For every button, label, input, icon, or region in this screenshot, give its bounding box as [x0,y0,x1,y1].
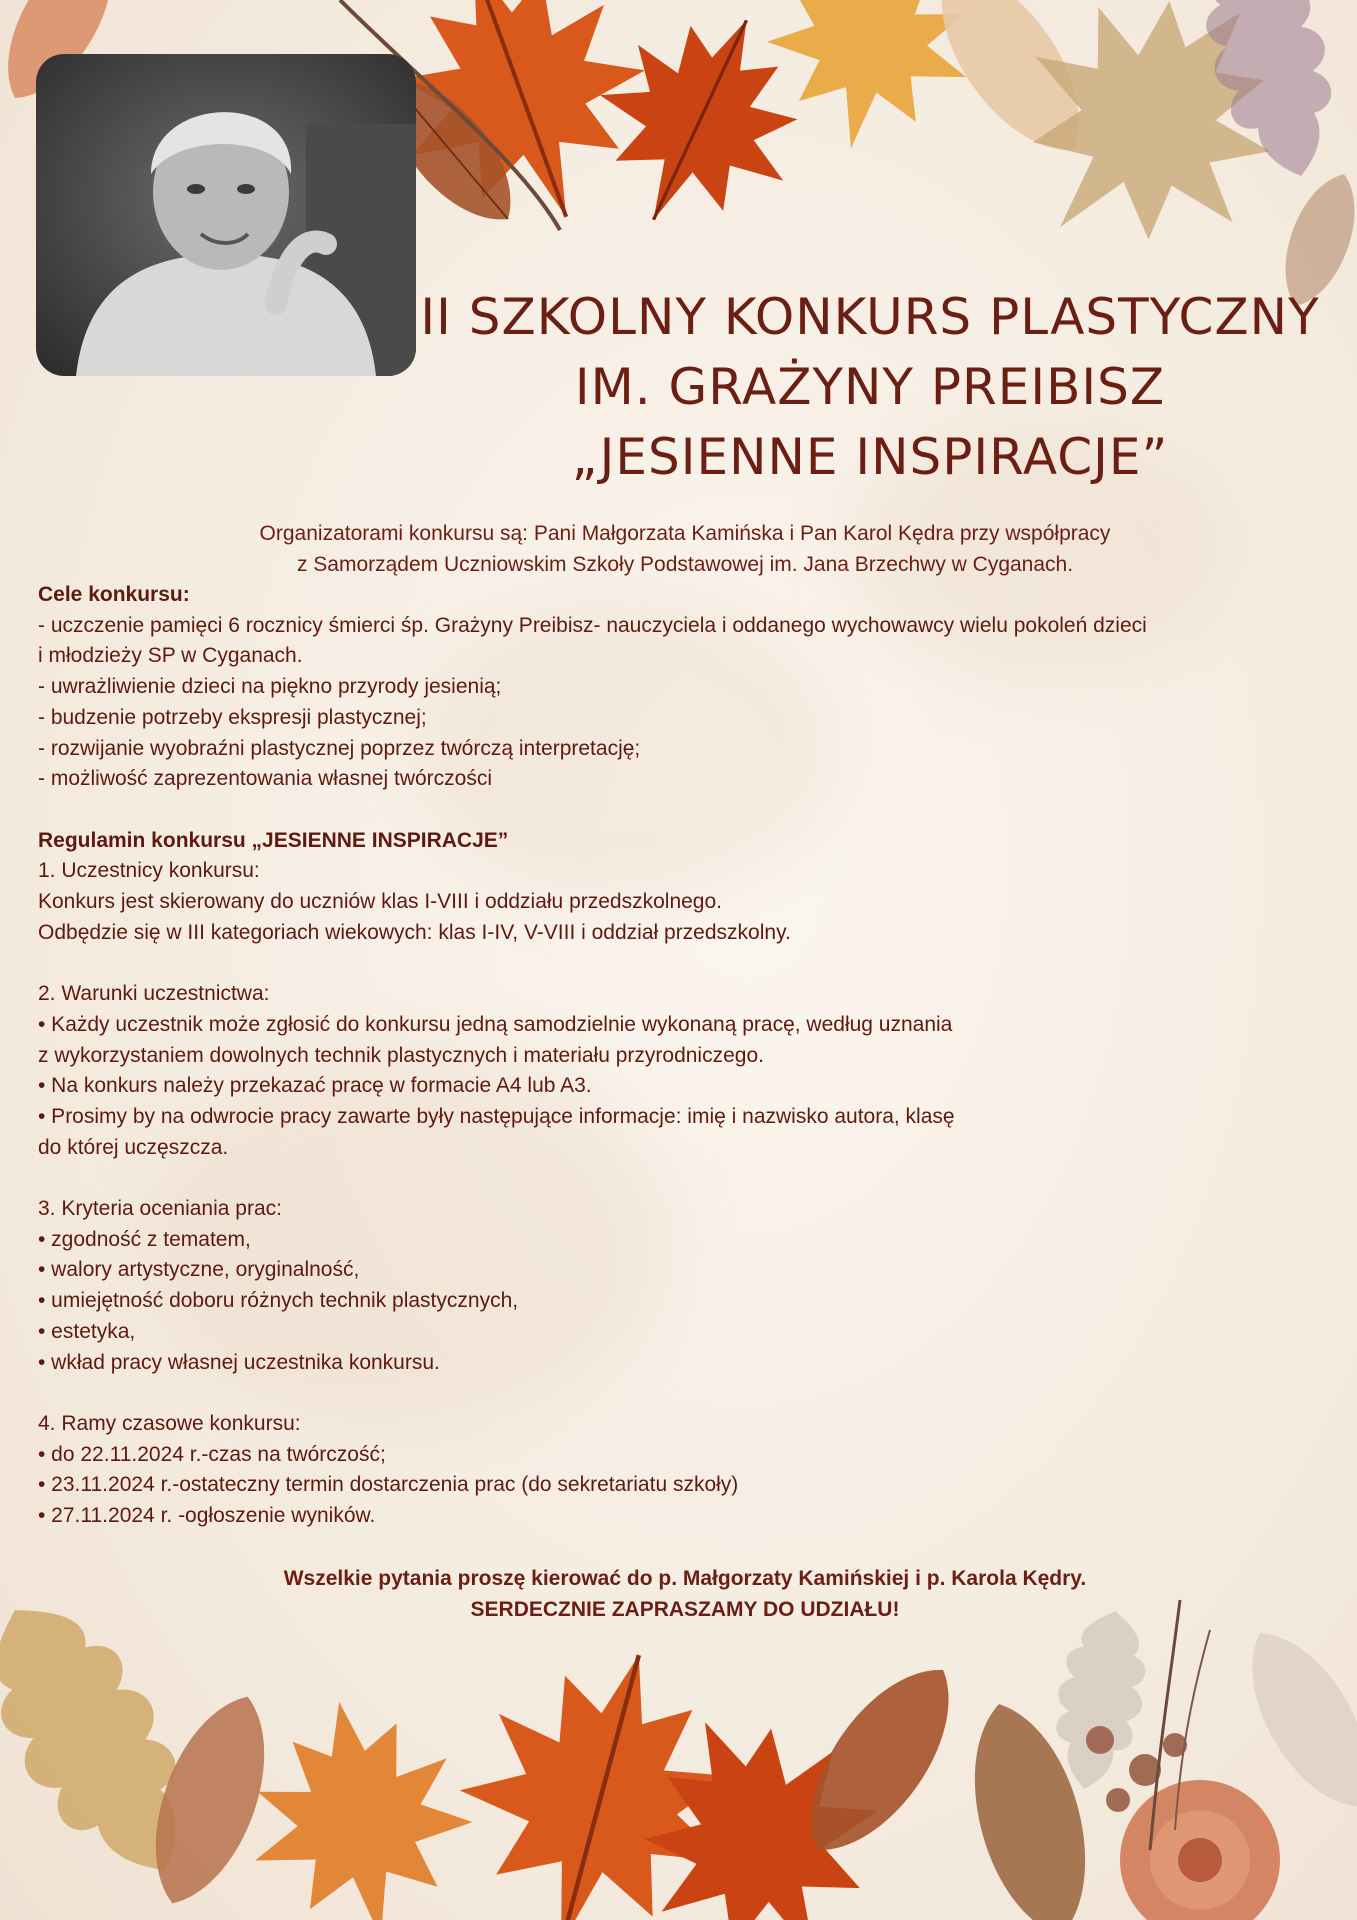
rules-item: 2. Warunki uczestnictwa: [38,982,270,1006]
goals-heading: Cele konkursu: [38,583,190,606]
leaf-icon [230,1683,489,1920]
contact-line: Wszelkie pytania proszę kierować do p. Małgorzaty Kamińskiej i p. Karola Kędry. [283,1567,1087,1590]
rules-item: • zgodność z tematem, [38,1227,251,1251]
goal-item: - uwrażliwienie dzieci na piękno przyrody jesienią; [38,675,502,699]
goal-item: - możliwość zaprezentowania własnej twórczości [38,767,493,791]
rules-item: • umiejętność doboru różnych technik plastycznych, [38,1289,519,1313]
rules-item: 1. Uczestnicy konkursu: [38,859,260,883]
rules-item: • walory artystyczne, oryginalność, [38,1258,360,1282]
rules-item: • estetyka, [38,1319,136,1343]
rules-item: z wykorzystaniem dowolnych technik plastycznych i materiału przyrodniczego. [38,1043,764,1067]
rules-item: • wkład pracy własnej uczestnika konkursu. [38,1350,440,1374]
contest-details [38,580,1318,1532]
spacer [38,1378,1318,1409]
goal-item: - rozwijanie wyobraźni plastycznej poprzez twórczą interpretację; [38,736,641,760]
page-title [400,282,1340,492]
title-line: „JESIENNE INSPIRACJE” [571,428,1169,486]
rules-item: • Każdy uczestnik może zgłosić do konkursu jedną samodzielnie wykonaną pracę, według uznania [38,1012,953,1036]
invitation-line: SERDECZNIE ZAPRASZAMY DO UDZIAŁU! [470,1598,900,1621]
rules-item: • Na konkurs należy przekazać pracę w formacie A4 lub A3. [38,1074,592,1098]
rules-item: do której uczęszcza. [38,1135,229,1159]
goal-item: - uczczenie pamięci 6 rocznicy śmierci śp. Grażyny Preibisz- nauczyciela i oddanego wychowawcy wielu pokoleń dzieci [38,613,1147,637]
title-line: IM. GRAŻYNY PREIBISZ [574,358,1166,416]
text-line: Organizatorami konkursu są: Pani Małgorzata Kamińska i Pan Karol Kędra przy współpracy [259,522,1111,545]
text-line: z Samorządem Uczniowskim Szkoły Podstawowej im. Jana Brzechwy w Cyganach. [296,553,1074,576]
closing-note [40,1563,1330,1625]
rules-item: • Prosimy by na odwrocie pracy zawarte były następujące informacje: imię i nazwisko autora, klasę [38,1104,955,1128]
rules-item: • 27.11.2024 r. -ogłoszenie wyników. [38,1504,376,1528]
rules-item: 3. Kryteria oceniania prac: [38,1197,282,1221]
title-line: II SZKOLNY KONKURS PLASTYCZNY [420,288,1320,346]
goal-item: - budzenie potrzeby ekspresji plastycznej; [38,705,427,729]
portrait-photo [36,54,416,376]
rules-item: 4. Ramy czasowe konkursu: [38,1411,301,1435]
goal-item: i młodzieży SP w Cyganach. [38,644,303,668]
rules-item: • do 22.11.2024 r.-czas na twórczość; [38,1442,386,1466]
spacer [38,795,1318,826]
rules-heading: Regulamin konkursu „JESIENNE INSPIRACJE” [38,828,509,852]
rules-item: Konkurs jest skierowany do uczniów klas I-VIII i oddziału przedszkolnego. [38,890,722,914]
organizers-paragraph [40,518,1330,580]
spacer [38,948,1318,979]
rules-item: Odbędzie się w III kategoriach wiekowych: klas I-IV, V-VIII i oddział przedszkolny. [38,920,791,944]
spacer [38,1163,1318,1194]
rules-item: • 23.11.2024 r.-ostateczny termin dostarczenia prac (do sekretariatu szkoły) [38,1473,739,1497]
flower-icon [1120,1780,1280,1920]
